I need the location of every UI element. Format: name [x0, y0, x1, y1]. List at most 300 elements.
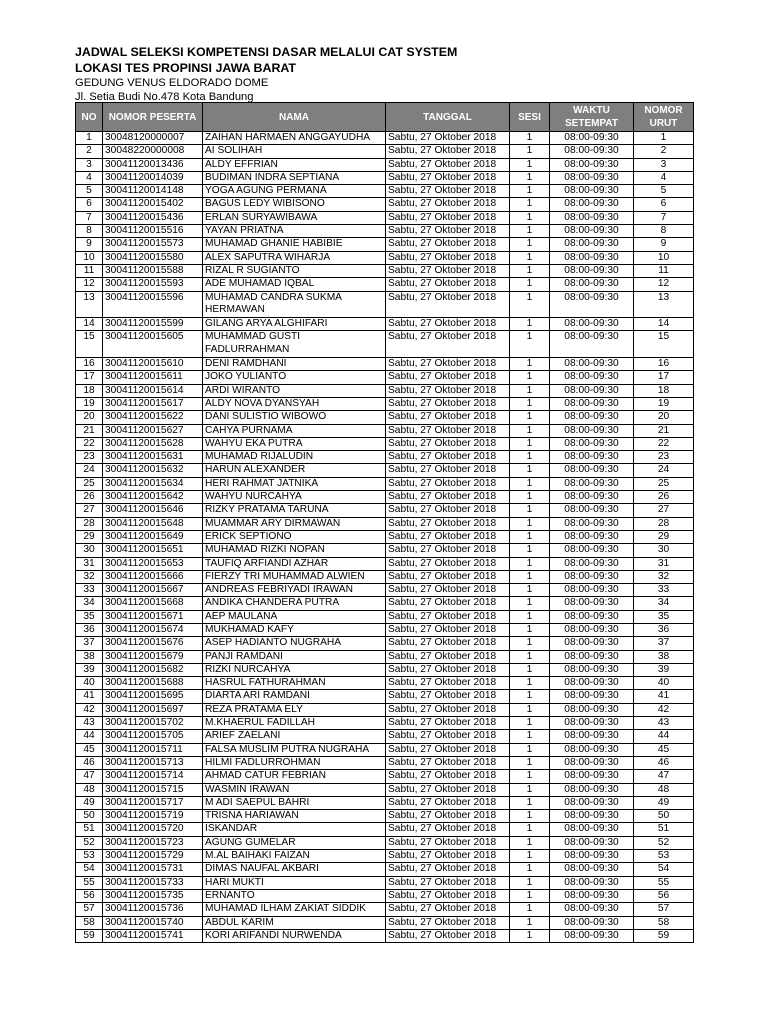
cell-nomor-urut: 56 — [634, 889, 694, 902]
cell-nomor-peserta: 30041120015679 — [103, 650, 203, 663]
cell-nomor-peserta: 30041120015682 — [103, 663, 203, 676]
cell-sesi: 1 — [510, 770, 550, 783]
cell-waktu: 08:00-09:30 — [550, 517, 634, 530]
cell-nomor-urut: 41 — [634, 690, 694, 703]
cell-nama: MUHAMAD RIJALUDIN — [203, 451, 386, 464]
cell-no: 57 — [76, 903, 103, 916]
cell-nama: DENI RAMDHANI — [203, 358, 386, 371]
cell-nomor-peserta: 30048120000007 — [103, 132, 203, 145]
cell-tanggal: Sabtu, 27 Oktober 2018 — [386, 836, 510, 849]
table-row — [76, 278, 694, 291]
cell-waktu: 08:00-09:30 — [550, 424, 634, 437]
table-row — [76, 570, 694, 583]
cell-no: 56 — [76, 889, 103, 902]
cell-nomor-urut: 2 — [634, 145, 694, 158]
cell-sesi: 1 — [510, 411, 550, 424]
cell-no: 40 — [76, 677, 103, 690]
header-nama: NAMA — [203, 103, 386, 132]
cell-nomor-peserta: 30041120015705 — [103, 730, 203, 743]
cell-waktu: 08:00-09:30 — [550, 171, 634, 184]
cell-tanggal: Sabtu, 27 Oktober 2018 — [386, 291, 510, 318]
table-row — [76, 530, 694, 543]
cell-no: 35 — [76, 610, 103, 623]
cell-nama: M.AL BAIHAKI FAIZAN — [203, 850, 386, 863]
cell-tanggal: Sabtu, 27 Oktober 2018 — [386, 610, 510, 623]
cell-nomor-peserta: 30041120015614 — [103, 384, 203, 397]
cell-no: 1 — [76, 132, 103, 145]
cell-waktu: 08:00-09:30 — [550, 743, 634, 756]
cell-tanggal: Sabtu, 27 Oktober 2018 — [386, 264, 510, 277]
cell-sesi: 1 — [510, 318, 550, 331]
cell-nomor-peserta: 30041120015628 — [103, 437, 203, 450]
cell-nama: FALSA MUSLIM PUTRA NUGRAHA — [203, 743, 386, 756]
location-title: LOKASI TES PROPINSI JAWA BARAT — [75, 61, 296, 75]
cell-nama: HASRUL FATHURAHMAN — [203, 677, 386, 690]
cell-nomor-peserta: 30041120015717 — [103, 796, 203, 809]
cell-sesi: 1 — [510, 264, 550, 277]
cell-waktu: 08:00-09:30 — [550, 929, 634, 942]
cell-waktu: 08:00-09:30 — [550, 132, 634, 145]
cell-nama: YAYAN PRIATNA — [203, 225, 386, 238]
cell-nomor-urut: 31 — [634, 557, 694, 570]
cell-tanggal: Sabtu, 27 Oktober 2018 — [386, 584, 510, 597]
cell-no: 16 — [76, 358, 103, 371]
cell-no: 6 — [76, 198, 103, 211]
cell-no: 44 — [76, 730, 103, 743]
cell-nomor-peserta: 30041120015733 — [103, 876, 203, 889]
cell-nama: DIMAS NAUFAL AKBARI — [203, 863, 386, 876]
cell-tanggal: Sabtu, 27 Oktober 2018 — [386, 198, 510, 211]
cell-nama: ANDREAS FEBRIYADI IRAWAN — [203, 584, 386, 597]
cell-no: 25 — [76, 477, 103, 490]
cell-no: 2 — [76, 145, 103, 158]
cell-no: 27 — [76, 504, 103, 517]
cell-no: 9 — [76, 238, 103, 251]
cell-nomor-peserta: 30041120015605 — [103, 331, 203, 358]
cell-sesi: 1 — [510, 557, 550, 570]
cell-no: 4 — [76, 171, 103, 184]
cell-sesi: 1 — [510, 158, 550, 171]
cell-sesi: 1 — [510, 198, 550, 211]
cell-nomor-urut: 48 — [634, 783, 694, 796]
cell-tanggal: Sabtu, 27 Oktober 2018 — [386, 358, 510, 371]
header-tanggal: TANGGAL — [386, 103, 510, 132]
cell-waktu: 08:00-09:30 — [550, 916, 634, 929]
cell-nomor-urut: 54 — [634, 863, 694, 876]
cell-nomor-peserta: 30041120015674 — [103, 623, 203, 636]
cell-nama: RIZKI NURCAHYA — [203, 663, 386, 676]
cell-nomor-urut: 53 — [634, 850, 694, 863]
cell-nomor-peserta: 30041120015648 — [103, 517, 203, 530]
table-row — [76, 251, 694, 264]
cell-nama: ARDI WIRANTO — [203, 384, 386, 397]
table-row — [76, 384, 694, 397]
cell-nama: MUHAMAD GHANIE HABIBIE — [203, 238, 386, 251]
cell-nomor-peserta: 30041120015599 — [103, 318, 203, 331]
cell-tanggal: Sabtu, 27 Oktober 2018 — [386, 810, 510, 823]
cell-waktu: 08:00-09:30 — [550, 770, 634, 783]
cell-tanggal: Sabtu, 27 Oktober 2018 — [386, 371, 510, 384]
cell-tanggal: Sabtu, 27 Oktober 2018 — [386, 756, 510, 769]
cell-waktu: 08:00-09:30 — [550, 358, 634, 371]
cell-nomor-urut: 28 — [634, 517, 694, 530]
cell-waktu: 08:00-09:30 — [550, 238, 634, 251]
table-header-row — [76, 103, 694, 132]
cell-tanggal: Sabtu, 27 Oktober 2018 — [386, 929, 510, 942]
cell-nomor-urut: 46 — [634, 756, 694, 769]
table-body — [76, 132, 694, 943]
cell-tanggal: Sabtu, 27 Oktober 2018 — [386, 132, 510, 145]
cell-nomor-urut: 51 — [634, 823, 694, 836]
cell-sesi: 1 — [510, 743, 550, 756]
cell-no: 38 — [76, 650, 103, 663]
cell-nomor-peserta: 30041120015668 — [103, 597, 203, 610]
cell-sesi: 1 — [510, 171, 550, 184]
cell-nomor-peserta: 30041120015622 — [103, 411, 203, 424]
cell-tanggal: Sabtu, 27 Oktober 2018 — [386, 477, 510, 490]
cell-no: 50 — [76, 810, 103, 823]
cell-waktu: 08:00-09:30 — [550, 264, 634, 277]
cell-tanggal: Sabtu, 27 Oktober 2018 — [386, 783, 510, 796]
cell-nomor-urut: 12 — [634, 278, 694, 291]
cell-sesi: 1 — [510, 703, 550, 716]
cell-nomor-peserta: 30041120015740 — [103, 916, 203, 929]
cell-tanggal: Sabtu, 27 Oktober 2018 — [386, 411, 510, 424]
cell-nomor-urut: 32 — [634, 570, 694, 583]
cell-waktu: 08:00-09:30 — [550, 198, 634, 211]
cell-no: 49 — [76, 796, 103, 809]
cell-no: 43 — [76, 717, 103, 730]
cell-sesi: 1 — [510, 584, 550, 597]
cell-nomor-urut: 3 — [634, 158, 694, 171]
cell-nomor-urut: 5 — [634, 185, 694, 198]
cell-waktu: 08:00-09:30 — [550, 850, 634, 863]
cell-nomor-urut: 38 — [634, 650, 694, 663]
cell-sesi: 1 — [510, 836, 550, 849]
cell-nomor-peserta: 30041120014039 — [103, 171, 203, 184]
table-row — [76, 424, 694, 437]
cell-sesi: 1 — [510, 823, 550, 836]
table-row — [76, 491, 694, 504]
cell-nomor-peserta: 30041120015719 — [103, 810, 203, 823]
cell-waktu: 08:00-09:30 — [550, 411, 634, 424]
cell-nama: TRISNA HARIAWAN — [203, 810, 386, 823]
table-row — [76, 225, 694, 238]
cell-no: 52 — [76, 836, 103, 849]
cell-waktu: 08:00-09:30 — [550, 211, 634, 224]
cell-no: 22 — [76, 437, 103, 450]
cell-waktu: 08:00-09:30 — [550, 863, 634, 876]
table-row — [76, 597, 694, 610]
cell-tanggal: Sabtu, 27 Oktober 2018 — [386, 211, 510, 224]
cell-sesi: 1 — [510, 145, 550, 158]
cell-sesi: 1 — [510, 783, 550, 796]
table-row — [76, 544, 694, 557]
cell-no: 42 — [76, 703, 103, 716]
cell-nomor-peserta: 30041120015610 — [103, 358, 203, 371]
cell-nama: TAUFIQ ARFIANDI AZHAR — [203, 557, 386, 570]
table-row — [76, 810, 694, 823]
cell-nama: M.KHAERUL FADILLAH — [203, 717, 386, 730]
cell-waktu: 08:00-09:30 — [550, 690, 634, 703]
cell-nomor-urut: 27 — [634, 504, 694, 517]
cell-nomor-urut: 6 — [634, 198, 694, 211]
cell-sesi: 1 — [510, 889, 550, 902]
cell-nomor-peserta: 30041120015713 — [103, 756, 203, 769]
cell-nomor-peserta: 30041120015720 — [103, 823, 203, 836]
cell-nomor-peserta: 30041120015634 — [103, 477, 203, 490]
cell-tanggal: Sabtu, 27 Oktober 2018 — [386, 437, 510, 450]
cell-sesi: 1 — [510, 730, 550, 743]
cell-waktu: 08:00-09:30 — [550, 530, 634, 543]
cell-sesi: 1 — [510, 397, 550, 410]
cell-nomor-urut: 44 — [634, 730, 694, 743]
cell-nama: BUDIMAN INDRA SEPTIANA — [203, 171, 386, 184]
cell-nomor-urut: 30 — [634, 544, 694, 557]
cell-tanggal: Sabtu, 27 Oktober 2018 — [386, 557, 510, 570]
cell-waktu: 08:00-09:30 — [550, 291, 634, 318]
cell-sesi: 1 — [510, 358, 550, 371]
cell-nomor-urut: 35 — [634, 610, 694, 623]
cell-nomor-peserta: 30041120015617 — [103, 397, 203, 410]
cell-nomor-urut: 47 — [634, 770, 694, 783]
cell-nomor-peserta: 30041120015436 — [103, 211, 203, 224]
cell-sesi: 1 — [510, 916, 550, 929]
cell-nama: PANJI RAMDANI — [203, 650, 386, 663]
venue-address: Jl. Setia Budi No.478 Kota Bandung — [75, 91, 254, 103]
cell-nomor-peserta: 30041120015729 — [103, 850, 203, 863]
cell-no: 32 — [76, 570, 103, 583]
cell-nomor-peserta: 30041120015697 — [103, 703, 203, 716]
table-row — [76, 264, 694, 277]
table-row — [76, 663, 694, 676]
cell-tanggal: Sabtu, 27 Oktober 2018 — [386, 650, 510, 663]
table-row — [76, 437, 694, 450]
cell-nama: ISKANDAR — [203, 823, 386, 836]
cell-nomor-peserta: 30041120015631 — [103, 451, 203, 464]
cell-sesi: 1 — [510, 677, 550, 690]
cell-nomor-peserta: 30041120015702 — [103, 717, 203, 730]
cell-tanggal: Sabtu, 27 Oktober 2018 — [386, 876, 510, 889]
cell-waktu: 08:00-09:30 — [550, 477, 634, 490]
cell-sesi: 1 — [510, 637, 550, 650]
cell-no: 54 — [76, 863, 103, 876]
cell-no: 19 — [76, 397, 103, 410]
cell-nama: JOKO YULIANTO — [203, 371, 386, 384]
cell-no: 17 — [76, 371, 103, 384]
cell-nomor-urut: 37 — [634, 637, 694, 650]
cell-waktu: 08:00-09:30 — [550, 889, 634, 902]
cell-nama: ALEX SAPUTRA WIHARJA — [203, 251, 386, 264]
cell-nama: ERNANTO — [203, 889, 386, 902]
cell-nomor-peserta: 30041120015723 — [103, 836, 203, 849]
header-sesi: SESI — [510, 103, 550, 132]
cell-sesi: 1 — [510, 238, 550, 251]
cell-nomor-peserta: 30041120015588 — [103, 264, 203, 277]
cell-sesi: 1 — [510, 384, 550, 397]
cell-nomor-peserta: 30041120015666 — [103, 570, 203, 583]
cell-waktu: 08:00-09:30 — [550, 836, 634, 849]
cell-nomor-peserta: 30041120015676 — [103, 637, 203, 650]
table-row — [76, 318, 694, 331]
document-page — [75, 44, 693, 943]
cell-waktu: 08:00-09:30 — [550, 158, 634, 171]
cell-nomor-urut: 24 — [634, 464, 694, 477]
table-row — [76, 198, 694, 211]
cell-tanggal: Sabtu, 27 Oktober 2018 — [386, 903, 510, 916]
cell-nomor-peserta: 30041120015735 — [103, 889, 203, 902]
table-row — [76, 823, 694, 836]
cell-nomor-urut: 39 — [634, 663, 694, 676]
cell-sesi: 1 — [510, 225, 550, 238]
cell-nama: ZAIHAN HARMAEN ANGGAYUDHA — [203, 132, 386, 145]
cell-no: 47 — [76, 770, 103, 783]
cell-nama: MUAMMAR ARY DIRMAWAN — [203, 517, 386, 530]
cell-tanggal: Sabtu, 27 Oktober 2018 — [386, 637, 510, 650]
cell-sesi: 1 — [510, 810, 550, 823]
cell-waktu: 08:00-09:30 — [550, 464, 634, 477]
table-row — [76, 132, 694, 145]
cell-tanggal: Sabtu, 27 Oktober 2018 — [386, 318, 510, 331]
cell-nama: MUHAMAD ILHAM ZAKIAT SIDDIK — [203, 903, 386, 916]
cell-waktu: 08:00-09:30 — [550, 371, 634, 384]
cell-nama: BAGUS LEDY WIBISONO — [203, 198, 386, 211]
cell-tanggal: Sabtu, 27 Oktober 2018 — [386, 384, 510, 397]
cell-tanggal: Sabtu, 27 Oktober 2018 — [386, 530, 510, 543]
cell-sesi: 1 — [510, 903, 550, 916]
cell-tanggal: Sabtu, 27 Oktober 2018 — [386, 185, 510, 198]
cell-waktu: 08:00-09:30 — [550, 703, 634, 716]
cell-nomor-peserta: 30041120015593 — [103, 278, 203, 291]
cell-no: 28 — [76, 517, 103, 530]
venue-name: GEDUNG VENUS ELDORADO DOME — [75, 77, 269, 89]
cell-nomor-urut: 22 — [634, 437, 694, 450]
cell-sesi: 1 — [510, 477, 550, 490]
cell-nama: AHMAD CATUR FEBRIAN — [203, 770, 386, 783]
cell-waktu: 08:00-09:30 — [550, 491, 634, 504]
cell-nomor-urut: 14 — [634, 318, 694, 331]
table-row — [76, 876, 694, 889]
cell-waktu: 08:00-09:30 — [550, 145, 634, 158]
cell-nomor-peserta: 30041120015646 — [103, 504, 203, 517]
cell-nomor-urut: 57 — [634, 903, 694, 916]
table-row — [76, 464, 694, 477]
table-row — [76, 397, 694, 410]
cell-nomor-urut: 1 — [634, 132, 694, 145]
cell-sesi: 1 — [510, 291, 550, 318]
cell-tanggal: Sabtu, 27 Oktober 2018 — [386, 331, 510, 358]
table-row — [76, 717, 694, 730]
cell-nama: ASEP HADIANTO NUGRAHA — [203, 637, 386, 650]
cell-sesi: 1 — [510, 544, 550, 557]
cell-nomor-peserta: 30041120015580 — [103, 251, 203, 264]
table-row — [76, 903, 694, 916]
cell-waktu: 08:00-09:30 — [550, 504, 634, 517]
table-row — [76, 411, 694, 424]
cell-nama: ALDY NOVA DYANSYAH — [203, 397, 386, 410]
cell-sesi: 1 — [510, 331, 550, 358]
table-row — [76, 677, 694, 690]
cell-waktu: 08:00-09:30 — [550, 251, 634, 264]
table-row — [76, 863, 694, 876]
cell-nomor-peserta: 30041120014148 — [103, 185, 203, 198]
cell-nama: REZA PRATAMA ELY — [203, 703, 386, 716]
cell-no: 29 — [76, 530, 103, 543]
cell-nomor-urut: 26 — [634, 491, 694, 504]
cell-no: 11 — [76, 264, 103, 277]
cell-nomor-peserta: 30041120015649 — [103, 530, 203, 543]
cell-waktu: 08:00-09:30 — [550, 756, 634, 769]
cell-sesi: 1 — [510, 623, 550, 636]
cell-nomor-urut: 43 — [634, 717, 694, 730]
cell-nama: MUHAMMAD GUSTI FADLURRAHMAN — [203, 331, 386, 358]
cell-waktu: 08:00-09:30 — [550, 823, 634, 836]
document-title: JADWAL SELEKSI KOMPETENSI DASAR MELALUI CAT SYSTEM — [75, 45, 458, 59]
cell-nomor-peserta: 30041120015715 — [103, 783, 203, 796]
cell-tanggal: Sabtu, 27 Oktober 2018 — [386, 570, 510, 583]
cell-nomor-urut: 15 — [634, 331, 694, 358]
cell-no: 7 — [76, 211, 103, 224]
table-row — [76, 185, 694, 198]
cell-nomor-urut: 55 — [634, 876, 694, 889]
table-row — [76, 650, 694, 663]
table-row — [76, 477, 694, 490]
cell-waktu: 08:00-09:30 — [550, 278, 634, 291]
cell-sesi: 1 — [510, 185, 550, 198]
cell-no: 58 — [76, 916, 103, 929]
cell-tanggal: Sabtu, 27 Oktober 2018 — [386, 730, 510, 743]
cell-sesi: 1 — [510, 650, 550, 663]
cell-no: 31 — [76, 557, 103, 570]
cell-tanggal: Sabtu, 27 Oktober 2018 — [386, 145, 510, 158]
cell-nama: WAHYU EKA PUTRA — [203, 437, 386, 450]
cell-sesi: 1 — [510, 464, 550, 477]
cell-nomor-peserta: 30041120015651 — [103, 544, 203, 557]
cell-nomor-peserta: 30041120015714 — [103, 770, 203, 783]
cell-nama: GILANG ARYA ALGHIFARI — [203, 318, 386, 331]
cell-sesi: 1 — [510, 850, 550, 863]
cell-waktu: 08:00-09:30 — [550, 451, 634, 464]
cell-nama: KORI ARIFANDI NURWENDA — [203, 929, 386, 942]
cell-waktu: 08:00-09:30 — [550, 384, 634, 397]
cell-waktu: 08:00-09:30 — [550, 717, 634, 730]
cell-tanggal: Sabtu, 27 Oktober 2018 — [386, 491, 510, 504]
cell-waktu: 08:00-09:30 — [550, 437, 634, 450]
cell-nomor-peserta: 30041120013436 — [103, 158, 203, 171]
table-row — [76, 291, 694, 318]
cell-nomor-peserta: 30041120015632 — [103, 464, 203, 477]
cell-sesi: 1 — [510, 796, 550, 809]
cell-nomor-urut: 19 — [634, 397, 694, 410]
cell-nomor-peserta: 30041120015516 — [103, 225, 203, 238]
cell-tanggal: Sabtu, 27 Oktober 2018 — [386, 889, 510, 902]
cell-tanggal: Sabtu, 27 Oktober 2018 — [386, 743, 510, 756]
table-row — [76, 517, 694, 530]
cell-no: 51 — [76, 823, 103, 836]
cell-sesi: 1 — [510, 690, 550, 703]
cell-nomor-urut: 42 — [634, 703, 694, 716]
table-row — [76, 145, 694, 158]
table-row — [76, 850, 694, 863]
cell-tanggal: Sabtu, 27 Oktober 2018 — [386, 464, 510, 477]
cell-nama: HILMI FADLURROHMAN — [203, 756, 386, 769]
cell-nomor-peserta: 30041120015688 — [103, 677, 203, 690]
cell-nomor-urut: 20 — [634, 411, 694, 424]
cell-sesi: 1 — [510, 876, 550, 889]
cell-waktu: 08:00-09:30 — [550, 570, 634, 583]
table-row — [76, 451, 694, 464]
cell-nama: CAHYA PURNAMA — [203, 424, 386, 437]
